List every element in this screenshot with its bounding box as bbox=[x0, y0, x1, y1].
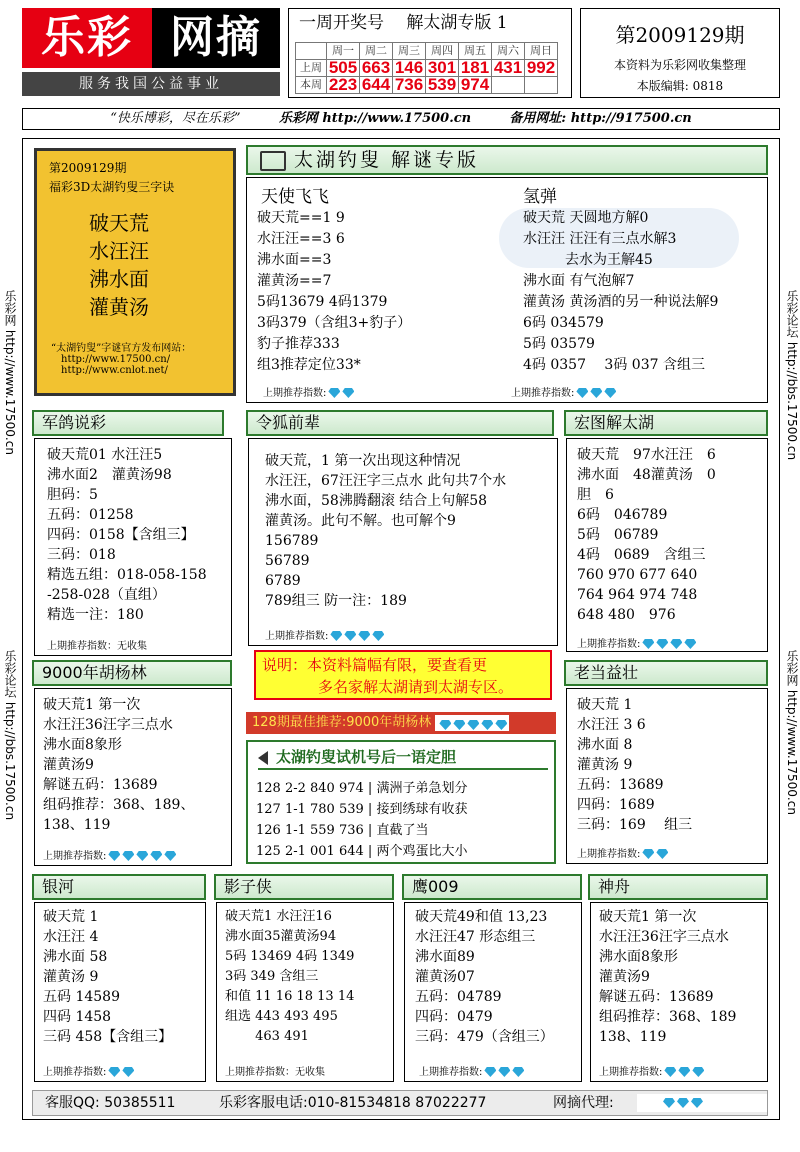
draw-number: 223 bbox=[327, 77, 360, 94]
diamond-icon bbox=[684, 639, 696, 649]
poster-line: 水汪汪 bbox=[89, 239, 149, 263]
poster-line: 破天荒 bbox=[89, 211, 149, 235]
rec-label: 上期推荐指数: bbox=[511, 388, 575, 399]
poster bbox=[34, 148, 236, 396]
rec-label: 上期推荐指数: bbox=[599, 1067, 663, 1078]
footer-phone: 乐彩客服电话:010-81534818 87022277 bbox=[219, 1095, 487, 1111]
diamond-icon bbox=[656, 639, 668, 649]
taihu-panel bbox=[246, 177, 768, 403]
taihu-left-heading: 天使飞飞 bbox=[261, 187, 329, 207]
diamond-icon bbox=[498, 1067, 510, 1077]
trial-row-right: 直截了当 bbox=[376, 823, 429, 838]
draw-number: 505 bbox=[327, 60, 360, 77]
hongtu-panel bbox=[566, 438, 768, 652]
laodang-header: 老当益壮 bbox=[564, 660, 768, 686]
diamond-icon bbox=[344, 631, 356, 641]
diamond-icon bbox=[330, 631, 342, 641]
draw-number: 181 bbox=[459, 60, 492, 77]
linghu-panel bbox=[248, 438, 558, 646]
poster-url[interactable]: http://www.cnlot.net/ bbox=[61, 365, 168, 376]
hongtu-header: 宏图解太湖 bbox=[564, 410, 768, 436]
diamond-icon bbox=[670, 639, 682, 649]
day-header: 周六 bbox=[492, 43, 525, 60]
junge-header: 军鸽说彩 bbox=[32, 410, 224, 436]
trial-title: 太湖钓叟试机号后一语定胆 bbox=[276, 748, 457, 766]
ying-panel bbox=[404, 902, 582, 1082]
linghu-header: 令狐前辈 bbox=[246, 410, 554, 436]
yinhe-rec bbox=[43, 1063, 134, 1078]
draw-number: 974 bbox=[459, 77, 492, 94]
yingzi-rec: 上期推荐指数：无收集 bbox=[225, 1067, 325, 1078]
taihu-rec-right bbox=[511, 384, 616, 399]
huyang-header: 9000年胡杨林 bbox=[32, 660, 232, 686]
rec-label: 上期推荐指数: bbox=[43, 1067, 107, 1078]
diamond-icon bbox=[663, 1098, 675, 1108]
trial-row-right: 接到绣球有收获 bbox=[376, 802, 468, 817]
draw-number: 301 bbox=[426, 60, 459, 77]
poster-issue: 第2009129期 bbox=[49, 161, 127, 175]
diamond-icon bbox=[664, 1067, 676, 1077]
draw-number bbox=[492, 77, 525, 94]
poster-line: 沸水面 bbox=[89, 267, 149, 291]
diamond-icon bbox=[372, 631, 384, 641]
draw-number bbox=[525, 77, 558, 94]
diamond-icon bbox=[656, 849, 668, 859]
shenzhou-panel bbox=[590, 902, 768, 1082]
huyang-body: 破天荒1 第一次 水汪汪36汪字三点水 沸水面8象形 灌黄汤9 解谜五码：13689 组码推荐：368、189、 138、119 bbox=[43, 697, 195, 833]
weekly-draw-title: 一周开奖号 解太湖专版 1 bbox=[299, 13, 508, 33]
rec-label: 上期推荐指数: bbox=[265, 631, 329, 642]
shenzhou-rec bbox=[599, 1063, 704, 1078]
weekly-draw-table bbox=[295, 42, 558, 94]
day-header: 周一 bbox=[327, 43, 360, 60]
issue-editor: 本版编辑: 0818 bbox=[636, 79, 724, 93]
trial-row-left: 125 2-1 001 644 bbox=[256, 844, 364, 859]
shenzhou-body: 破天荒1 第一次 水汪汪36汪字三点水 沸水面8象形 灌黄汤9 解谜五码：13689 组码推荐：368、189 138、119 bbox=[599, 909, 737, 1045]
taihu-rec-left bbox=[263, 384, 354, 399]
taihu-right-body: 破天荒 天圆地方解0 水汪汪 汪汪有三点水解3 去水为王解45 沸水面 有气泡解7 灌黄汤 黄汤酒的另一种说法解9 6码 034579 5码 03579 4码 0357 3码 037 含组三 bbox=[523, 210, 719, 373]
shenzhou-header: 神舟 bbox=[588, 874, 768, 900]
poster-subtitle: 福彩3D太湖钓叟三字诀 bbox=[49, 180, 175, 194]
trial-rows bbox=[256, 778, 548, 862]
trial-panel bbox=[246, 740, 556, 864]
yinhe-header: 银河 bbox=[32, 874, 206, 900]
footer-bar bbox=[32, 1090, 768, 1116]
diamond-icon bbox=[108, 1067, 120, 1077]
diamond-icon bbox=[328, 388, 340, 398]
brand-logo bbox=[22, 8, 280, 92]
poster-line: 灌黄汤 bbox=[89, 295, 149, 319]
right-side-text-bottom: 乐彩网 http://www.17500.cn bbox=[785, 650, 799, 815]
diamond-icon bbox=[576, 388, 588, 398]
taihu-header bbox=[246, 145, 768, 175]
speaker-icon bbox=[258, 751, 268, 765]
day-header: 周日 bbox=[525, 43, 558, 60]
day-header: 周三 bbox=[393, 43, 426, 60]
diamond-icon bbox=[467, 720, 479, 730]
draw-number: 539 bbox=[426, 77, 459, 94]
laodang-panel bbox=[566, 688, 768, 864]
backup-link[interactable]: 备用网址: http://917500.cn bbox=[509, 111, 692, 126]
diamond-icon bbox=[642, 639, 654, 649]
left-side-text-bottom: 乐彩论坛 http://bbs.17500.cn bbox=[3, 650, 17, 821]
draw-number: 736 bbox=[393, 77, 426, 94]
footer-gems bbox=[637, 1094, 767, 1112]
diamond-icon bbox=[512, 1067, 524, 1077]
draw-number: 644 bbox=[360, 77, 393, 94]
poster-footer: “太湖钓叟”字谜官方发布网站： bbox=[51, 343, 192, 354]
diamond-icon bbox=[358, 631, 370, 641]
last-week-label: 上周 bbox=[296, 60, 327, 77]
diamond-icon bbox=[590, 388, 602, 398]
laodang-body: 破天荒 1 水汪汪 3 6 沸水面 8 灌黄汤 9 五码：13689 四码：1689 三码：169 组三 bbox=[577, 697, 693, 833]
trial-row: 127 1-1 780 539 | 接到绣球有收获 bbox=[256, 802, 468, 817]
info-strip bbox=[22, 108, 780, 130]
draw-number: 663 bbox=[360, 60, 393, 77]
laodang-rec bbox=[577, 845, 668, 860]
best-banner bbox=[246, 712, 556, 734]
trial-row-right: 满洲子弟急划分 bbox=[376, 781, 468, 796]
weekly-draw-panel bbox=[288, 8, 572, 98]
yinhe-body: 破天荒 1 水汪汪 4 沸水面 58 灌黄汤 9 五码 14589 四码 1458 三码 458【含组三】 bbox=[43, 909, 173, 1045]
site-link[interactable]: 乐彩网 http://www.17500.cn bbox=[278, 111, 472, 126]
diamond-icon bbox=[604, 388, 616, 398]
issue-number: 第2009129期 bbox=[615, 23, 745, 47]
taihu-right-heading: 氢弹 bbox=[523, 187, 557, 207]
rec-label: 上期推荐指数: bbox=[419, 1067, 483, 1078]
huyang-rec bbox=[43, 847, 176, 862]
yinhe-panel bbox=[34, 902, 206, 1082]
ying-header: 鹰009 bbox=[402, 874, 582, 900]
rec-label: 上期推荐指数: bbox=[263, 388, 327, 399]
diamond-icon bbox=[642, 849, 654, 859]
diamond-icon bbox=[122, 851, 134, 861]
diamond-icon bbox=[164, 851, 176, 861]
poster-url[interactable]: http://www.17500.cn/ bbox=[61, 354, 171, 365]
day-header: 周四 bbox=[426, 43, 459, 60]
trial-row: 128 2-2 840 974 | 满洲子弟急划分 bbox=[256, 781, 468, 796]
rec-label: 上期推荐指数: bbox=[577, 639, 641, 650]
day-header: 周二 bbox=[360, 43, 393, 60]
linghu-body: 破天荒，1 第一次出现这种情况 水汪汪，67汪汪字三点水 此句共7个水 沸水面，58沸腾翻滚 结合上句解58 灌黄汤。此句不解。也可解个9 156789 56789 6789 789组三 防一注：189 bbox=[265, 453, 507, 609]
trial-row-right: 两个鸡蛋比大小 bbox=[376, 844, 468, 859]
diamond-icon bbox=[439, 720, 451, 730]
linghu-rec bbox=[265, 627, 384, 642]
diamond-icon bbox=[136, 851, 148, 861]
day-header: 周五 bbox=[459, 43, 492, 60]
diamond-icon bbox=[692, 1067, 704, 1077]
diamond-icon bbox=[453, 720, 465, 730]
footer-qq: 客服QQ: 50385511 bbox=[45, 1095, 176, 1111]
diamond-icon bbox=[484, 1067, 496, 1077]
this-week-label: 本周 bbox=[296, 77, 327, 94]
trial-row: 125 2-1 001 644 | 两个鸡蛋比大小 bbox=[256, 844, 468, 859]
trial-row-left: 126 1-1 559 736 bbox=[256, 823, 364, 838]
best-text: 128期最佳推荐:9000年胡杨林 bbox=[252, 715, 432, 730]
logo-red-part: 乐彩 bbox=[22, 8, 152, 68]
diamond-icon bbox=[677, 1098, 689, 1108]
junge-body: 破天荒01 水汪汪5 沸水面2 灌黄汤98 胆码：5 五码：01258 四码：0158【含组三】 三码：018 精选五组：018-058-158 -258-028（直组） 精选一注：180 bbox=[47, 447, 207, 623]
trial-row-left: 128 2-2 840 974 bbox=[256, 781, 364, 796]
trial-header bbox=[258, 746, 548, 770]
diamond-icon bbox=[150, 851, 162, 861]
notice-box bbox=[254, 650, 552, 700]
hongtu-rec bbox=[577, 635, 696, 650]
diamond-icon bbox=[108, 851, 120, 861]
book-icon bbox=[260, 151, 286, 171]
ying-rec bbox=[419, 1063, 524, 1078]
diamond-icon bbox=[122, 1067, 134, 1077]
left-side-text-top: 乐彩网 http://www.17500.cn bbox=[3, 290, 17, 455]
notice-line: 多名家解太湖请到太湖专区。 bbox=[318, 678, 514, 696]
motto: “快乐博彩，尽在乐彩” bbox=[110, 111, 241, 126]
taihu-title: 太湖钓叟 解谜专版 bbox=[294, 149, 480, 171]
rec-label: 上期推荐指数: bbox=[577, 849, 641, 860]
yingzi-panel bbox=[216, 902, 394, 1082]
hongtu-body: 破天荒 97水汪汪 6 沸水面 48灌黄汤 0 胆 6 6码 046789 5码 06789 4码 0689 含组三 760 970 677 640 764 964 974 748 648 480 976 bbox=[577, 447, 716, 623]
right-side-text-top: 乐彩论坛 http://bbs.17500.cn bbox=[785, 290, 799, 461]
trial-row: 126 1-1 559 736 | 直截了当 bbox=[256, 823, 429, 838]
yingzi-body: 破天荒1 水汪汪16 沸水面35灌黄汤94 5码 13469 4码 1349 3码 349 含组三 和值 11 16 18 13 14 组选 443 493 495 463 491 bbox=[225, 909, 355, 1044]
notice-line: 说明：本资料篇幅有限，要查看更 bbox=[262, 656, 488, 674]
trial-row-left: 127 1-1 780 539 bbox=[256, 802, 364, 817]
ying-body: 破天荒49和值 13,23 水汪汪47 形态组三 沸水面89 灌黄汤07 五码：04789 四码：0479 三码：479（含组三） bbox=[415, 909, 554, 1045]
junge-rec: 上期推荐指数：无收集 bbox=[47, 641, 147, 652]
diamond-icon bbox=[481, 720, 493, 730]
rec-label: 上期推荐指数: bbox=[43, 851, 107, 862]
taihu-left-body: 破天荒==1 9 水汪汪==3 6 沸水面==3 灌黄汤==7 5码13679 4码1379 3码379（含组3+豹子） 豹子推荐333 组3推荐定位33* bbox=[257, 210, 412, 373]
draw-number: 146 bbox=[393, 60, 426, 77]
issue-note: 本资料为乐彩网收集整理 bbox=[613, 58, 746, 72]
yingzi-header: 影子侠 bbox=[214, 874, 394, 900]
logo-black-part: 网摘 bbox=[152, 8, 280, 68]
diamond-icon bbox=[495, 720, 507, 730]
draw-number: 992 bbox=[525, 60, 558, 77]
draw-number: 431 bbox=[492, 60, 525, 77]
table-corner bbox=[296, 43, 327, 60]
footer-agent: 网摘代理: bbox=[553, 1095, 614, 1111]
junge-panel bbox=[34, 438, 232, 656]
diamond-icon bbox=[342, 388, 354, 398]
diamond-icon bbox=[678, 1067, 690, 1077]
logo-slogan: 服务我国公益事业 bbox=[22, 72, 280, 96]
huyang-panel bbox=[34, 688, 232, 866]
issue-panel bbox=[580, 8, 780, 98]
diamond-icon bbox=[691, 1098, 703, 1108]
